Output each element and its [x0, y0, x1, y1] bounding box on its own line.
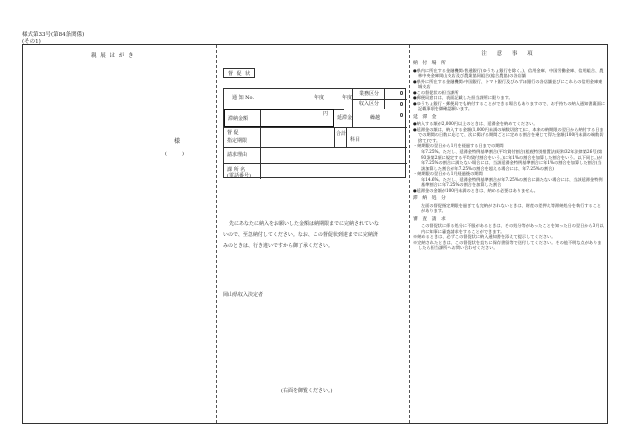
paren-placeholder: ( ): [165, 151, 184, 157]
yen-mark: 円: [323, 111, 329, 117]
notes-panel: [413, 51, 605, 251]
carryover-label: 繰越: [370, 115, 381, 121]
fold-line-right: [409, 45, 410, 423]
fiscal-year-label-1: 年度: [314, 95, 325, 101]
notes-payment-place-1: ●県内に所在する金融機関:普通銀行(ゆうちょ銀行を除く。)、信用金庫、中国労働金庫、信用組合、農林中央金庫岡山支店及び農業協同組合(総合農協)の各店舗: [413, 67, 604, 79]
notes-title: 注 意 事 項: [481, 51, 537, 57]
notice-title: 督 促 状: [228, 71, 252, 77]
amount-due-box: [224, 109, 334, 127]
notes-late-fee-rate-2: 年14.6%。ただし、延滞金特例基準割合が年7.25%の割合に満たない場合には、当該延滞金特例基準割合に年7.25%の割合を加算した割合: [421, 176, 603, 188]
late-fee-label: 延滞金: [337, 115, 353, 121]
notes-appeal-note-2: ※完納されたときは、この督促状を直ちに保存書留等で送付してください。その他不明な点がありましたら担当課所へお問い合わせください。: [413, 239, 602, 251]
notes-appeal-note-1: ※納めるときは、必ずこの督促状に納入通知書を添えて提示してください。: [413, 234, 556, 240]
form-sheet: [22, 44, 608, 424]
notice-title-box: [223, 68, 255, 78]
notes-late-fee-period-1: ・納期限の翌日から1月を経過する日までの期間: [413, 143, 504, 149]
notes-section-appeal: 審 査 請 求: [413, 216, 448, 222]
notes-appeal-text: この督促状に係る処分に不服があるときは、その処分等があったことを知った日の翌日から3月以内に知事に審査請求をすることができます。: [421, 223, 604, 234]
request-reason-label: 請求理由: [227, 152, 248, 158]
circle-mark-3: [400, 113, 404, 117]
notes-payment-place-2: ●県外に所在する金融機関:中国銀行、トマト銀行及びみずほ銀行の各店舗並びにこれらの信用金庫東城支店: [413, 78, 603, 90]
revenue-category-label: 収入区分: [359, 101, 380, 107]
notes-payment-place-4: ●郵便局窓口は、表面記載した担当課所に限ります。: [413, 95, 513, 101]
notes-payment-place-5: ●ゆうちょ銀行・郵便局でも納付することができる場合もありますので、お手持ちの納入通知書裏面に記載事項を御確認願います。: [413, 100, 606, 112]
notes-late-fee-period-2: ・納期限の翌日から1月経過後の期間: [413, 171, 483, 177]
circle-mark-1: [400, 91, 404, 95]
circle-mark-2: [400, 102, 404, 106]
fold-line-left: [216, 45, 217, 423]
notes-disposition-text: 左面の督促指定期限を過ぎても完納がされないときは、財産の差押え等滞納処分を執行することがあります。: [421, 202, 602, 214]
notes-late-fee-2: ●延滞金の額は、納入する金額(1,000円未満の端数切捨て)に、本来の納期限の翌日から納付する日までの期間の日数に応じて、次に掲げる期間ごとに定める割合を乗じて得た金額(100円未満の端数切捨て)です。: [413, 126, 604, 143]
total-label: 合計: [336, 131, 347, 137]
notice-body-line-2: いので、至急納付してください。なお、この督促状到達までに完納済: [223, 232, 378, 238]
notice-body-line-1: 先にあなたに納入をお願いした金額は納期限までに完納されていな: [229, 221, 380, 227]
notes-late-fee-1: ●納入する額が2,000円以上のときは、延滞金を納めてください。: [413, 121, 538, 127]
notes-section-late-fee: 延 滞 金: [413, 114, 438, 120]
business-category-label: 業務区分: [359, 91, 380, 97]
amount-due-label: 滞納金額: [228, 116, 249, 122]
notes-payment-place-3: ●この督促状の担当課所: [413, 89, 459, 95]
issuer: 岡山県収入決定者: [223, 292, 264, 298]
notice-body-line-3: みのときは、行き違いですから御了承ください。: [223, 243, 334, 249]
notice-table: [223, 88, 406, 178]
subject-label: 科目: [350, 137, 361, 143]
notes-section-payment-place: 納 付 場 所: [413, 61, 448, 67]
honorific: 様: [174, 138, 181, 145]
notes-section-disposition: 滞 納 処 分: [413, 196, 448, 202]
notes-late-fee-3: ●延滞金の金額が100円未満のときは、納める必要はありません。: [413, 187, 538, 193]
notice-footer: (右面を御覧ください。): [281, 388, 333, 394]
fiscal-year-label-2: 年度: [342, 95, 353, 101]
division-phone-label: 課 所 名 (電話番号): [227, 167, 251, 179]
postcard-title: 親 展 は が き: [91, 53, 135, 59]
notice-number-label: 通 知 No.: [232, 95, 255, 101]
form-part: (その1): [22, 39, 41, 45]
form-number: 様式第33号(第84条関係): [22, 32, 85, 38]
deadline-label: 督 促 指定期限: [227, 130, 248, 144]
notes-late-fee-rate-1: 年7.25%。ただし、延滞金特例基準割合(平均貸付割合(租税特別措置法(昭和32年法律第26号)第93条第2項に規定する平均貸付割合をいう。)に年1%の割合を加算した割合をいう。以下同じ。)が年7.25%の割合に満たない場合には、当該延滞金特例基準割合に年1%の割合を加算した割合(当該加算した割合が年7.25%の割合を超える場合には、年7.25%の割合): [421, 149, 603, 171]
